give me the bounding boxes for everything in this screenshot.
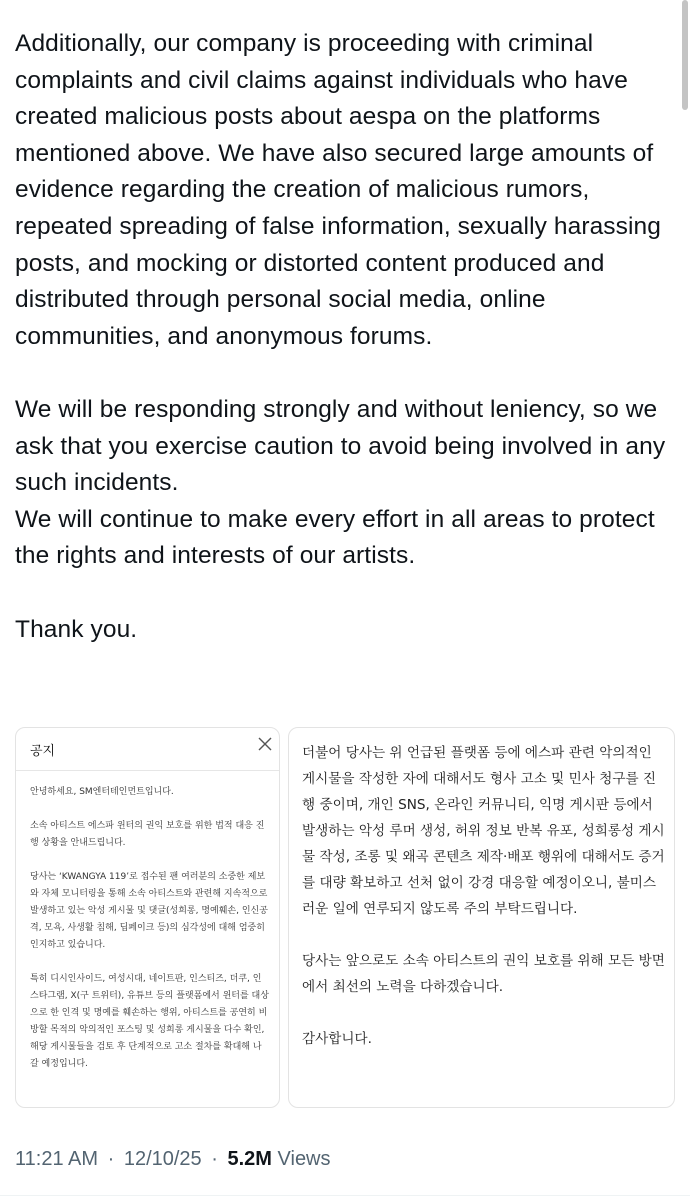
korean-paragraph-2: 당사는 앞으로도 소속 아티스트의 권익 보호를 위해 모든 방면에서 최선의 노력을 다하겠습니다.: [302, 953, 665, 995]
tweet-meta: [15, 1147, 331, 1171]
tweet-time[interactable]: 11:21 AM: [15, 1148, 99, 1170]
korean-body: [302, 740, 666, 1078]
notice-paragraph-2: 소속 아티스트 에스파 윈터의 권익 보호를 위한 법적 대응 진행 상황을 안내드립니다.: [30, 821, 265, 848]
notice-divider: [16, 770, 279, 771]
notice-body: [30, 784, 270, 1090]
meta-separator: ·: [211, 1148, 218, 1170]
bottom-divider: [0, 1195, 690, 1196]
close-icon: [255, 734, 275, 754]
tweet-media: [15, 727, 675, 1108]
notice-paragraph-4: 특히 디시인사이드, 여성시대, 네이트판, 인스티즈, 더쿠, 인스타그램, X(구 트위터), 유튜브 등의 플랫폼에서 윈터를 대상으로 한 인격 및 명예를 훼손하는 행위, 아티스트를 공연히 비방할 목적의 악의적인 포스팅 및 성희롱 게시물을 다수 확인, 해당 게시물들을 검토 후 단계적으로 고소 절차를 확대해 나갈 예정입니다.: [30, 974, 269, 1069]
notice-paragraph-1: 안녕하세요, SM엔터테인먼트입니다.: [30, 787, 174, 797]
tweet-paragraph-4: Thank you.: [15, 615, 138, 643]
notice-image[interactable]: [15, 727, 280, 1108]
tweet-text: [15, 26, 680, 648]
scrollbar-thumb[interactable]: [682, 0, 688, 110]
korean-paragraph-1: 더불어 당사는 위 언급된 플랫폼 등에 에스파 관련 악의적인 게시물을 작성한 자에 대해서도 형사 고소 및 민사 청구를 진행 중이며, 개인 SNS, 온라인 커뮤니티, 익명 게시판 등에서 발생하는 악성 루머 생성, 허위 정보 반복 유포, 성희롱성 게시물 작성, 조롱 및 왜곡 콘텐츠 제작·배포 행위에 대해서도 증거를 대량 확보하고 선처 없이 강경 대응할 예정이오니, 불미스러운 일에 연루되지 않도록 주의 부탁드립니다.: [302, 745, 665, 917]
tweet-paragraph-2: We will be responding strongly and without leniency, so we ask that you exercise caution to avoid being involved in any such incidents.: [15, 395, 666, 497]
meta-separator: ·: [107, 1148, 115, 1170]
notice-title: 공지: [30, 743, 56, 758]
korean-paragraph-3: 감사합니다.: [302, 1031, 372, 1047]
views-label: Views: [277, 1148, 331, 1170]
tweet-paragraph-3: We will continue to make every effort in all areas to protect the rights and interests of our artists.: [15, 505, 655, 570]
views-count: 5.2M: [227, 1148, 272, 1170]
tweet-date[interactable]: 12/10/25: [123, 1148, 202, 1170]
korean-text-image[interactable]: [288, 727, 675, 1108]
notice-paragraph-3: 당사는 ‘KWANGYA 119’로 접수된 팬 여러분의 소중한 제보와 자체 모니터링을 통해 소속 아티스트와 관련해 지속적으로 발생하고 있는 악성 게시물 및 댓글(성희롱, 명예훼손, 인신공격, 모욕, 사생활 침해, 딥페이크 등)의 심각성에 대해 엄중히 인지하고 있습니다.: [30, 872, 268, 950]
tweet-paragraph-1: Additionally, our company is proceeding with criminal complaints and civil claims against individuals who have created malicious posts about aespa on the platforms mentioned above. We have also secured large amounts of evidence regarding the creation of malicious rumors, repeated spreading of false information, sexually harassing posts, and mocking or distorted content produced and distributed through personal social media, online communities, and anonymous forums.: [15, 30, 661, 350]
